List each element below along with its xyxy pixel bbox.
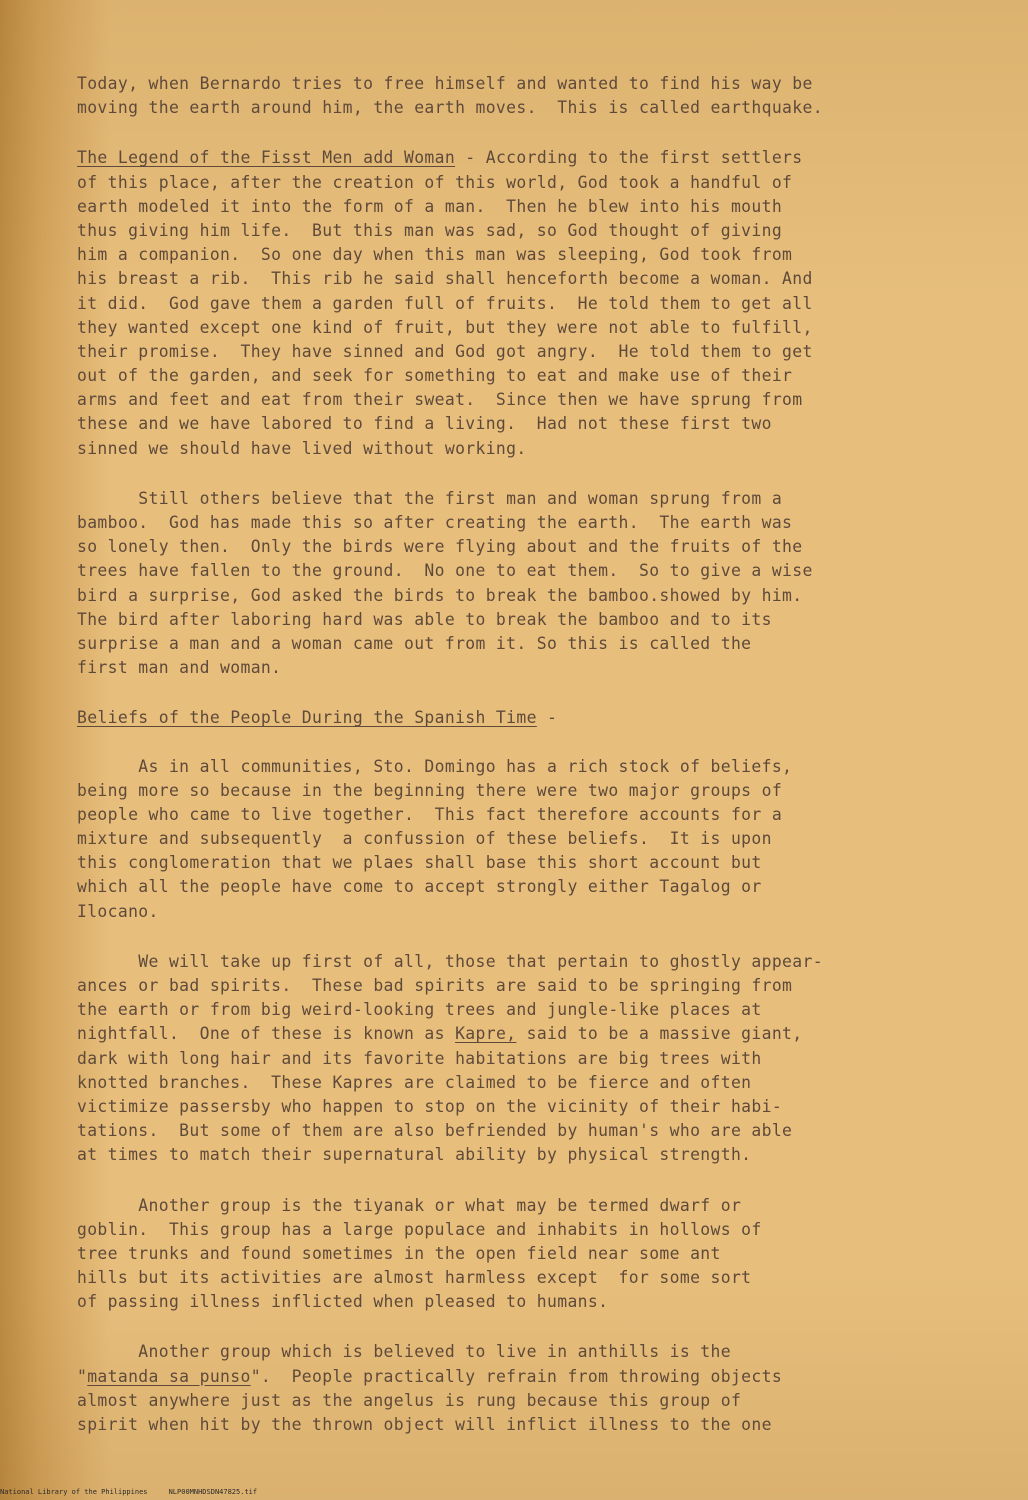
text-line: sinned we should have lived without working.: [77, 438, 527, 458]
text-line: spirit when hit by the thrown object will inflict illness to the one: [77, 1415, 772, 1434]
text-line: bamboo. God has made this so after creating the earth. The earth was: [77, 513, 793, 532]
kapre-term: Kapre,: [455, 1024, 517, 1044]
text-line: being more so because in the beginning there were two major groups of: [77, 780, 783, 800]
kapre-line: [77, 1022, 987, 1046]
text-line: arms and feet and eat from their sweat. Since then we have sprung from: [77, 390, 803, 410]
text-line: thus giving him life. But this man was sad, so God thought of giving: [77, 220, 783, 240]
text-line: ances or bad spirits. These bad spirits are said to be springing from: [77, 976, 793, 995]
text-line: earth modeled it into the form of a man. Then he blew into his mouth: [77, 196, 783, 216]
text-line: trees have fallen to the ground. No one to eat them. So to give a wise: [77, 561, 813, 581]
text-line: people who came to live together. This fact therefore accounts for a: [77, 804, 783, 824]
text-line: victimize passersby who happen to stop on the vicinity of their habi-: [77, 1096, 783, 1116]
text-line: so lonely then. Only the birds were flying about and the fruits of the: [77, 537, 803, 557]
text-line: of passing illness inflicted when pleased to humans.: [77, 1292, 609, 1312]
text-line: dark with long hair and its favorite habitations are big trees with: [77, 1048, 762, 1068]
text-line: their promise. They have sinned and God got angry. He told them to get: [77, 341, 813, 361]
text-fragment: nightfall. One of these is known as: [77, 1024, 456, 1044]
text-line: which all the people have come to accept strongly either Tagalog or: [77, 877, 762, 897]
text-line: Still others believe that the first man and woman sprung from a: [77, 488, 783, 508]
text-line: Another group is the tiyanak or what may be termed dwarf or: [77, 1195, 742, 1215]
text-line: him a companion. So one day when this man was sleeping, God took from: [77, 245, 793, 265]
beliefs-heading-line: [77, 706, 987, 730]
text-line: of this place, after the creation of this world, God took a handful of: [77, 172, 793, 192]
text-line: tree trunks and found sometimes in the open field near some ant: [77, 1243, 721, 1263]
text-line: out of the garden, and seek for something to eat and make use of their: [77, 366, 793, 386]
text-line: mixture and subsequently a confussion of these beliefs. It is upon: [77, 829, 772, 849]
text-line: at times to match their supernatural ability by physical strength.: [77, 1145, 752, 1165]
text-line: it did. God gave them a garden full of fruits. He told them to get all: [77, 293, 813, 313]
text-line: moving the earth around him, the earth moves. This is called earthquake.: [77, 98, 823, 118]
text-fragment: ". People practically refrain from throwing objects: [250, 1366, 783, 1386]
text-fragment: ": [77, 1366, 88, 1386]
text-fragment: said to be a massive giant,: [516, 1024, 803, 1044]
legend-intro: - According to the first settlers: [455, 148, 803, 168]
beliefs-dash: -: [536, 708, 558, 728]
text-line: first man and woman.: [77, 658, 282, 678]
text-line: they wanted except one kind of fruit, but they were not able to fulfill,: [77, 317, 813, 337]
typed-text-block: [77, 72, 987, 1437]
text-line: Today, when Bernardo tries to free himself and wanted to find his way be: [77, 74, 813, 93]
beliefs-heading: Beliefs of the People During the Spanish Time: [77, 708, 537, 728]
text-line: Another group which is believed to live in anthills is the: [77, 1342, 731, 1362]
text-line: The bird after laboring hard was able to break the bamboo and to its: [77, 609, 772, 629]
matanda-line: [77, 1365, 987, 1389]
footer-file-id: NLP00MNHDSDN47825.tif: [168, 1488, 258, 1496]
text-line: We will take up first of all, those that pertain to ghostly appear-: [77, 951, 823, 971]
text-line: his breast a rib. This rib he said shall henceforth become a woman. And: [77, 269, 813, 289]
text-line: goblin. This group has a large populace and inhabits in hollows of: [77, 1219, 762, 1239]
text-line: Ilocano.: [77, 901, 159, 921]
matanda-term: matanda sa punso: [87, 1366, 251, 1386]
text-line: As in all communities, Sto. Domingo has a rich stock of beliefs,: [77, 756, 793, 776]
text-line: these and we have labored to find a living. Had not these first two: [77, 414, 772, 434]
text-line: surprise a man and a woman came out from it. So this is called the: [77, 633, 752, 653]
text-line: the earth or from big weird-looking trees and jungle-like places at: [77, 1000, 762, 1020]
legend-heading-line: [77, 146, 987, 170]
text-line: bird a surprise, God asked the birds to break the bamboo.showed by him.: [77, 585, 803, 605]
text-line: hills but its activities are almost harmless except for some sort: [77, 1268, 752, 1288]
text-line: this conglomeration that we plaes shall base this short account but: [77, 853, 762, 873]
legend-heading: The Legend of the Fisst Men add Woman: [77, 148, 456, 168]
footer-library: National Library of the Philippines: [0, 1488, 148, 1496]
scan-footer: [0, 1488, 257, 1496]
text-line: knotted branches. These Kapres are claimed to be fierce and often: [77, 1072, 752, 1092]
text-line: almost anywhere just as the angelus is rung because this group of: [77, 1390, 742, 1410]
text-line: tations. But some of them are also befriended by human's who are able: [77, 1121, 793, 1141]
